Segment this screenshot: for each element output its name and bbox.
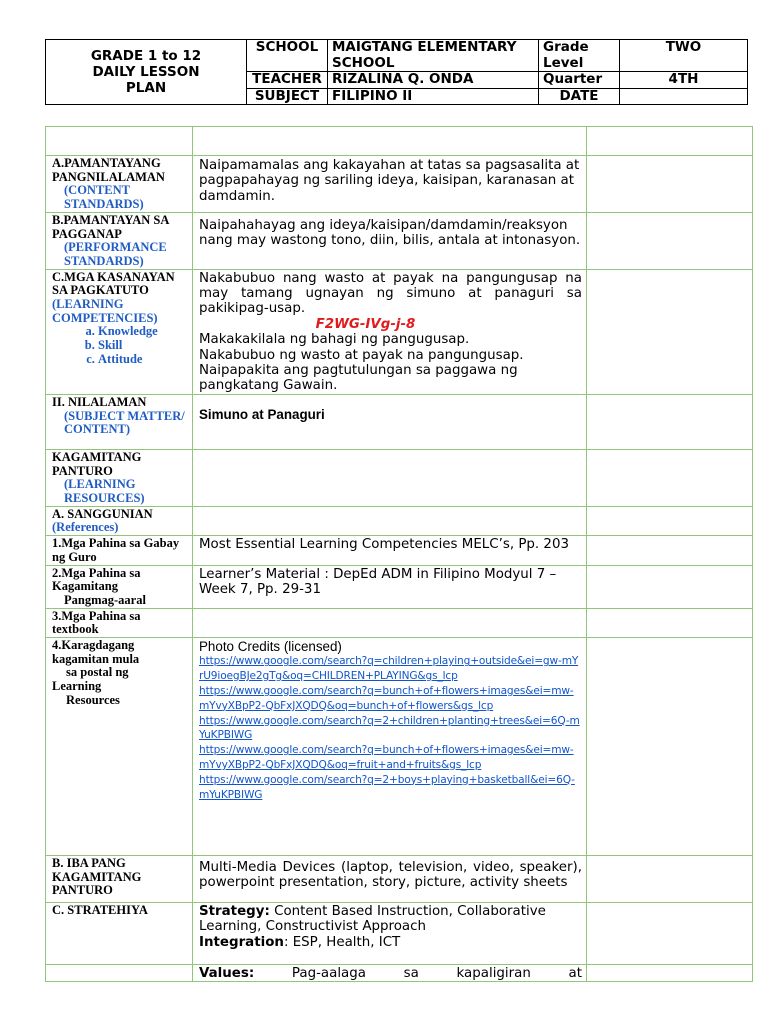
references-label-cell: [46, 506, 193, 535]
grade-level-value: TWO: [620, 40, 748, 72]
table-row: [46, 127, 753, 156]
table-row: [46, 608, 753, 637]
photo-credit-link[interactable]: https://www.google.com/search?q=bunch+of+flowers+images&ei=mw-mYvyXBpP2-QbFxJXQDQ&oq=bunch+of+flowers&gs_lcp: [199, 685, 574, 712]
learners-material-text: Learner’s Material : DepEd ADM in Filipino Modyul 7 – Week 7, Pp. 29-31: [193, 565, 587, 608]
row-sublabel: (LEARNING RESOURCES): [64, 477, 145, 505]
teacher-label: TEACHER: [247, 72, 328, 89]
header-table: [45, 39, 748, 105]
subject-label: SUBJECT: [247, 88, 328, 105]
photo-credit-links: [199, 654, 582, 802]
row-label: Learning: [52, 679, 102, 694]
photo-credit-link[interactable]: https://www.google.com/search?q=children+playing+outside&ei=gw-mYrU9ioegBJe2gTg&oq=CHILDREN+PLAYING&gs_lcp: [199, 655, 579, 683]
photo-credits-text: Photo Credits (licensed): [199, 639, 342, 655]
date-value: [620, 88, 748, 105]
row-sublabel: (References): [52, 520, 119, 535]
values-text: Values: Pag-aalaga sa kapaligiran at: [193, 965, 587, 982]
table-row: [46, 903, 753, 965]
row-label: 1.Mga Pahina sa Gabay ng Guro: [52, 536, 180, 564]
content-standards-label-cell: [46, 156, 193, 213]
table-row: [46, 449, 753, 506]
table-row: [46, 638, 753, 856]
row-label: II. NILALAMAN: [52, 394, 147, 409]
list-item: b. Skill: [98, 339, 188, 353]
competency-code: F2WG-IVg-j-8: [315, 316, 416, 332]
row-label: A.PAMANTAYANG PANGNILALAMAN: [52, 156, 165, 184]
integration-label: Integration: [199, 934, 284, 950]
row-label: Resources: [66, 692, 120, 707]
table-row: [46, 856, 753, 903]
strategy-label-cell: [46, 903, 193, 965]
list-item: a. Knowledge: [98, 325, 188, 339]
teachers-guide-label-cell: [46, 536, 193, 565]
table-row: [46, 269, 753, 394]
row-sublabel: (LEARNING COMPETENCIES): [52, 297, 158, 325]
table-row: [46, 565, 753, 608]
competency-list: [52, 325, 188, 366]
strategy-text: Strategy: Content Based Instruction, Collaborative Learning, Constructivist Approach Integration: ESP, Health, ICT: [193, 903, 587, 965]
photo-credit-link[interactable]: https://www.google.com/search?q=2+boys+playing+basketball&ei=6Q-mYuKPBIWG: [199, 773, 575, 801]
row-label: B.PAMANTAYAN SA PAGGANAP: [52, 212, 169, 241]
strategy-label: Strategy:: [199, 904, 270, 920]
row-sublabel: (CONTENT STANDARDS): [64, 183, 144, 212]
table-row: [46, 506, 753, 535]
row-label: 3.Mga Pahina sa textbook: [52, 608, 141, 637]
textbook-label-cell: [46, 608, 193, 637]
quarter-label: Quarter: [539, 72, 620, 89]
photo-credit-link[interactable]: https://www.google.com/search?q=bunch+of+flowers+images&ei=mw-mYvyXBpP2-QbFxJXQDQ&oq=fruit+and+fruits&gs_lcp: [199, 744, 574, 771]
photo-credit-link[interactable]: https://www.google.com/search?q=2+children+planting+trees&ei=6Q-mYuKPBIWG: [199, 714, 580, 742]
grade-level-label: Grade Level: [539, 40, 620, 72]
row-sublabel: (SUBJECT MATTER/ CONTENT): [64, 408, 185, 437]
subject-matter-text: Simuno at Panaguri: [193, 394, 587, 449]
row-label: Pangmag-aaral: [64, 592, 146, 607]
row-label: C. STRATEHIYA: [52, 903, 148, 918]
row-label: 2.Mga Pahina sa Kagamitang: [52, 565, 141, 594]
subject-matter-label-cell: [46, 394, 193, 449]
school-label: SCHOOL: [247, 40, 328, 72]
table-row: [46, 536, 753, 565]
subject-value: FILIPINO II: [328, 88, 539, 105]
row-label: sa postal ng: [66, 665, 129, 680]
performance-standards-text: Naipahahayag ang ideya/kaisipan/damdamin/reaksyon nang may wastong tono, diin, bilis, antala at intonasyon.: [193, 212, 587, 269]
other-materials-label-cell: [46, 856, 193, 903]
competency-line: Naipapakita ang pagtutulungan sa paggawa ng pangkatang Gawain.: [199, 363, 518, 394]
lesson-plan-table: [45, 126, 753, 982]
row-label: B. IBA PANG KAGAMITANG PANTURO: [52, 856, 142, 898]
table-row: [46, 394, 753, 449]
date-label: DATE: [539, 88, 620, 105]
table-row: [46, 156, 753, 213]
row-label: 4.Karagdagang kagamitan mula: [52, 638, 140, 666]
table-row: [46, 212, 753, 269]
performance-standards-label-cell: [46, 212, 193, 269]
values-label: Values:: [199, 966, 255, 982]
learning-competencies-label-cell: [46, 269, 193, 394]
row-label: C.MGA KASANAYAN SA PAGKATUTO: [52, 269, 175, 298]
teacher-value: RIZALINA Q. ONDA: [328, 72, 539, 89]
table-row: [46, 965, 753, 982]
content-standards-text: Naipamamalas ang kakayahan at tatas sa pagsasalita at pagpapahayag ng sariling ideya, kaisipan, karanasan at damdamin.: [193, 156, 587, 213]
document-title: GRADE 1 to 12 DAILY LESSON PLAN: [46, 40, 247, 105]
quarter-value: 4TH: [620, 72, 748, 89]
teachers-guide-text: Most Essential Learning Competencies MELC’s, Pp. 203: [193, 536, 587, 565]
competency-line: Makakakilala ng bahagi ng pangugusap.: [199, 332, 470, 348]
learners-material-label-cell: [46, 565, 193, 608]
additional-materials-cell: [193, 638, 587, 856]
row-sublabel: (PERFORMANCE STANDARDS): [64, 240, 167, 268]
learning-resources-label-cell: [46, 449, 193, 506]
school-value: MAIGTANG ELEMENTARY SCHOOL: [328, 40, 539, 72]
row-label: KAGAMITANG PANTURO: [52, 449, 142, 478]
other-materials-text: Multi-Media Devices (laptop, television, video, speaker), powerpoint presentation, story, picture, activity sheets: [193, 856, 587, 903]
competency-line: Nakabubuo ng wasto at payak na pangungusap.: [199, 347, 524, 363]
row-label: A. SANGGUNIAN: [52, 506, 153, 521]
additional-materials-label-cell: [46, 638, 193, 856]
list-item: c. Attitude: [98, 353, 188, 367]
learning-competencies-text: Nakabubuo nang wasto at payak na pangungusap na may tamang ugnayan ng simuno at panaguri sa pakikipag-usap. F2WG-IVg-j-8 Makakakilala ng bahagi ng pangugusap. Nakabubuo ng wasto at payak na pangungusap. Naipapakita ang pagtutulungan sa paggawa ng pangkatang Gawain.: [193, 269, 587, 394]
